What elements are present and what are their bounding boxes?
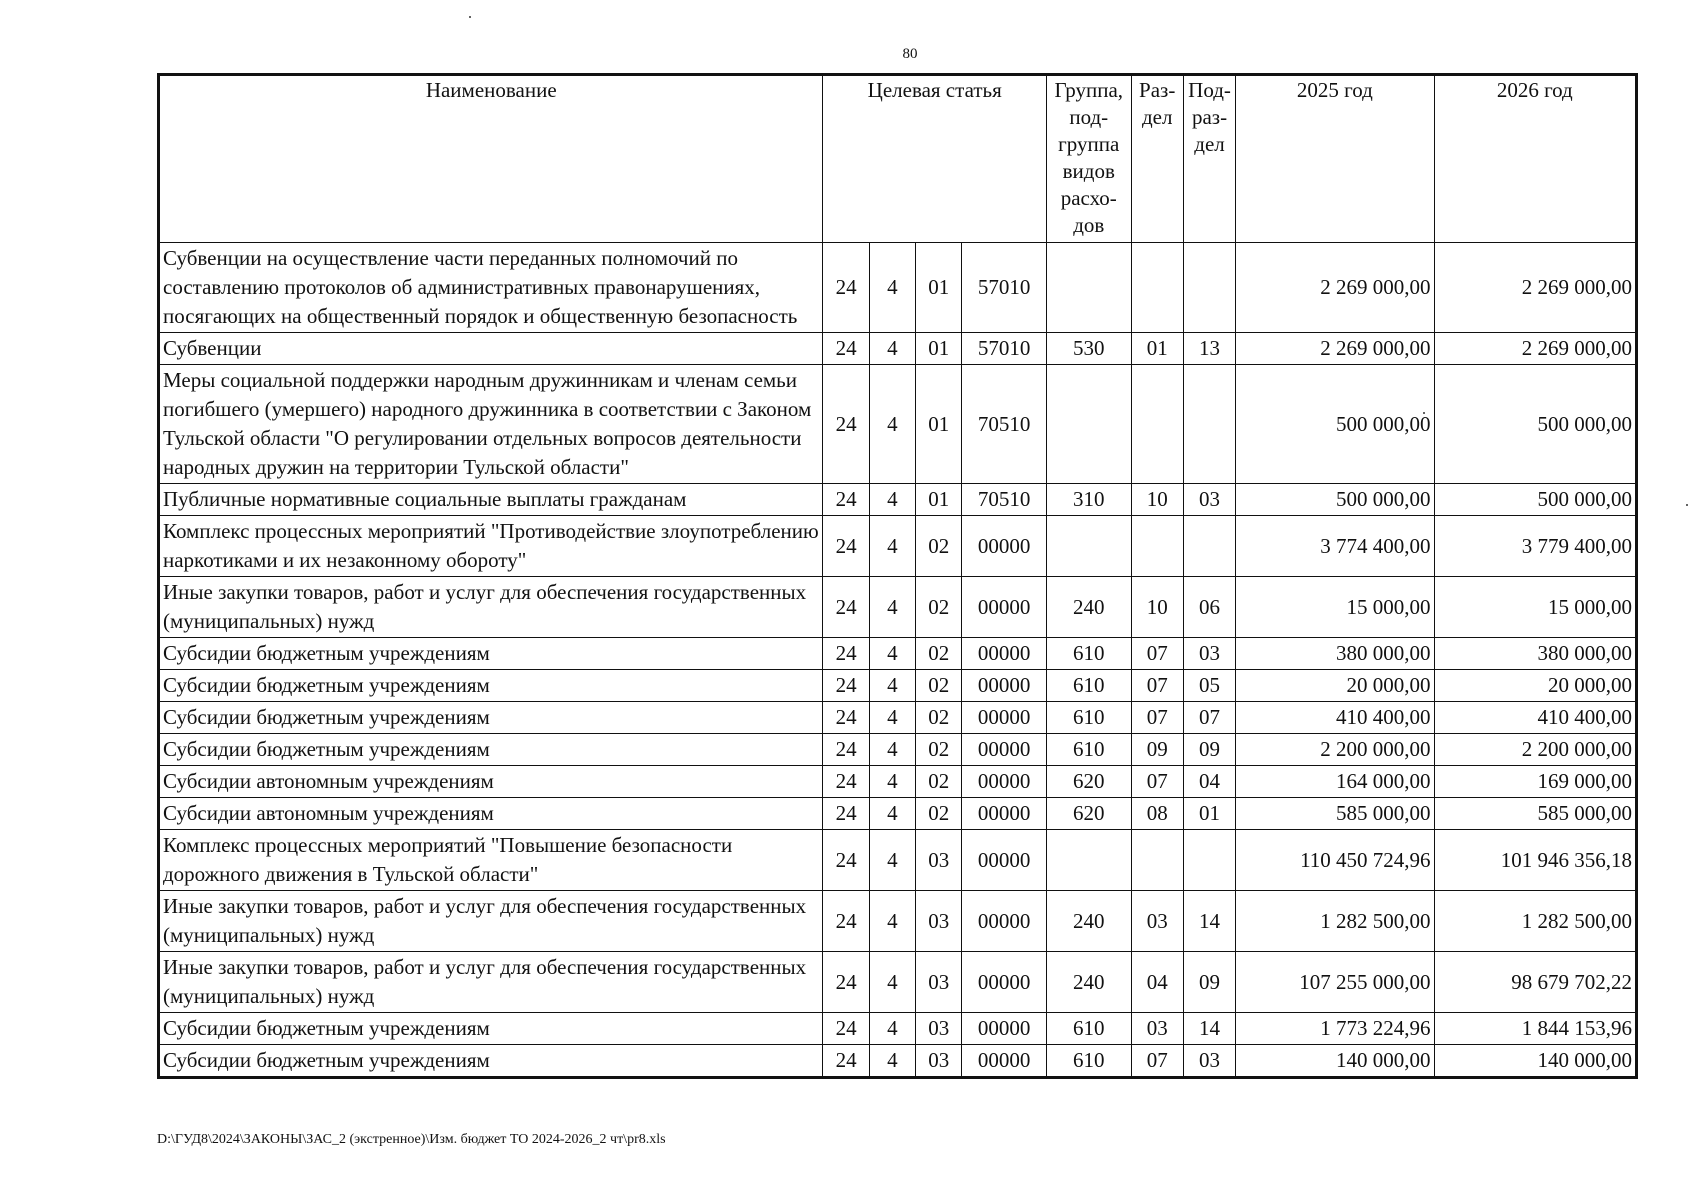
row-name: Субсидии бюджетным учреждениям	[159, 638, 823, 670]
subsection: 05	[1183, 670, 1235, 702]
amount-2025: 2 200 000,00	[1236, 734, 1434, 766]
target-code-2: 4	[869, 638, 915, 670]
target-code-4: 00000	[962, 734, 1047, 766]
amount-2026: 500 000,00	[1434, 484, 1636, 516]
table-row	[159, 830, 1637, 891]
amount-2026: 101 946 356,18	[1434, 830, 1636, 891]
target-code-3: 02	[916, 734, 962, 766]
row-name: Публичные нормативные социальные выплаты гражданам	[159, 484, 823, 516]
subsection	[1183, 830, 1235, 891]
table-body	[159, 243, 1637, 1078]
target-code-3: 02	[916, 766, 962, 798]
target-code-1: 24	[823, 638, 869, 670]
amount-2026: 98 679 702,22	[1434, 952, 1636, 1013]
amount-2025: 2 269 000,00	[1236, 243, 1434, 333]
expense-group: 610	[1046, 1045, 1131, 1078]
target-code-2: 4	[869, 516, 915, 577]
target-code-4: 00000	[962, 1013, 1047, 1045]
table-row	[159, 365, 1637, 484]
section: 08	[1131, 798, 1183, 830]
section: 07	[1131, 702, 1183, 734]
row-name: Субвенции на осуществление части переданных полномочий по составлению протоколов об административных правонарушениях, посягающих на общественный порядок и общественную безопасность	[159, 243, 823, 333]
table-row	[159, 333, 1637, 365]
table-row	[159, 734, 1637, 766]
target-code-1: 24	[823, 1045, 869, 1078]
subsection: 09	[1183, 952, 1235, 1013]
row-name: Субсидии бюджетным учреждениям	[159, 670, 823, 702]
target-code-1: 24	[823, 830, 869, 891]
expense-group	[1046, 365, 1131, 484]
table-row	[159, 577, 1637, 638]
subsection: 01	[1183, 798, 1235, 830]
subsection: 07	[1183, 702, 1235, 734]
row-name: Субсидии бюджетным учреждениям	[159, 1045, 823, 1078]
scan-speck	[469, 16, 471, 18]
target-code-3: 02	[916, 702, 962, 734]
amount-2025: 500 000,00	[1236, 365, 1434, 484]
target-code-2: 4	[869, 734, 915, 766]
expense-group: 610	[1046, 1013, 1131, 1045]
amount-2026: 3 779 400,00	[1434, 516, 1636, 577]
section: 07	[1131, 638, 1183, 670]
section: 03	[1131, 1013, 1183, 1045]
target-code-2: 4	[869, 830, 915, 891]
amount-2026: 2 269 000,00	[1434, 243, 1636, 333]
target-code-3: 02	[916, 577, 962, 638]
amount-2025: 107 255 000,00	[1236, 952, 1434, 1013]
target-code-3: 02	[916, 638, 962, 670]
section	[1131, 365, 1183, 484]
row-name: Иные закупки товаров, работ и услуг для обеспечения государственных (муниципальных) нужд	[159, 952, 823, 1013]
target-code-2: 4	[869, 766, 915, 798]
target-code-3: 03	[916, 891, 962, 952]
target-code-2: 4	[869, 891, 915, 952]
header-section: Раз-дел	[1131, 75, 1183, 243]
row-name: Комплекс процессных мероприятий "Повышение безопасности дорожного движения в Тульской области"	[159, 830, 823, 891]
subsection: 03	[1183, 484, 1235, 516]
row-name: Субвенции	[159, 333, 823, 365]
subsection: 06	[1183, 577, 1235, 638]
table-row	[159, 243, 1637, 333]
header-target-article: Целевая статья	[823, 75, 1047, 243]
subsection: 13	[1183, 333, 1235, 365]
target-code-3: 02	[916, 670, 962, 702]
target-code-4: 00000	[962, 766, 1047, 798]
target-code-1: 24	[823, 243, 869, 333]
subsection	[1183, 365, 1235, 484]
row-name: Субсидии бюджетным учреждениям	[159, 702, 823, 734]
row-name: Иные закупки товаров, работ и услуг для обеспечения государственных (муниципальных) нужд	[159, 891, 823, 952]
header-name: Наименование	[159, 75, 823, 243]
target-code-2: 4	[869, 702, 915, 734]
table-row	[159, 670, 1637, 702]
target-code-3: 03	[916, 830, 962, 891]
target-code-3: 02	[916, 798, 962, 830]
expense-group: 610	[1046, 734, 1131, 766]
target-code-1: 24	[823, 734, 869, 766]
amount-2026: 410 400,00	[1434, 702, 1636, 734]
target-code-4: 70510	[962, 365, 1047, 484]
section: 03	[1131, 891, 1183, 952]
amount-2025: 410 400,00	[1236, 702, 1434, 734]
expense-group	[1046, 516, 1131, 577]
amount-2026: 1 844 153,96	[1434, 1013, 1636, 1045]
table-row	[159, 766, 1637, 798]
target-code-4: 57010	[962, 333, 1047, 365]
amount-2025: 110 450 724,96	[1236, 830, 1434, 891]
subsection: 14	[1183, 891, 1235, 952]
target-code-4: 00000	[962, 1045, 1047, 1078]
target-code-4: 00000	[962, 891, 1047, 952]
target-code-4: 00000	[962, 638, 1047, 670]
target-code-1: 24	[823, 766, 869, 798]
target-code-4: 00000	[962, 516, 1047, 577]
target-code-1: 24	[823, 333, 869, 365]
amount-2025: 140 000,00	[1236, 1045, 1434, 1078]
budget-table	[157, 73, 1638, 1079]
expense-group: 610	[1046, 638, 1131, 670]
target-code-2: 4	[869, 243, 915, 333]
section: 07	[1131, 670, 1183, 702]
target-code-1: 24	[823, 798, 869, 830]
header-year-2025: 2025 год	[1236, 75, 1434, 243]
row-name: Субсидии бюджетным учреждениям	[159, 1013, 823, 1045]
section	[1131, 516, 1183, 577]
section: 09	[1131, 734, 1183, 766]
target-code-1: 24	[823, 516, 869, 577]
section	[1131, 830, 1183, 891]
target-code-4: 00000	[962, 952, 1047, 1013]
expense-group: 240	[1046, 891, 1131, 952]
footer-file-path: D:\ГУД8\2024\ЗАКОНЫ\ЗАС_2 (экстренное)\Изм. бюджет ТО 2024-2026_2 чт\pr8.xls	[157, 1132, 666, 1147]
row-name: Субсидии бюджетным учреждениям	[159, 734, 823, 766]
amount-2026: 585 000,00	[1434, 798, 1636, 830]
section: 04	[1131, 952, 1183, 1013]
amount-2025: 380 000,00	[1236, 638, 1434, 670]
section	[1131, 243, 1183, 333]
amount-2025: 500 000,00	[1236, 484, 1434, 516]
expense-group: 530	[1046, 333, 1131, 365]
row-name: Комплекс процессных мероприятий "Противодействие злоупотреблению наркотиками и их незаконному обороту"	[159, 516, 823, 577]
subsection: 03	[1183, 1045, 1235, 1078]
target-code-1: 24	[823, 702, 869, 734]
amount-2026: 1 282 500,00	[1434, 891, 1636, 952]
table-row	[159, 702, 1637, 734]
amount-2025: 20 000,00	[1236, 670, 1434, 702]
section: 10	[1131, 577, 1183, 638]
subsection: 09	[1183, 734, 1235, 766]
target-code-1: 24	[823, 1013, 869, 1045]
amount-2025: 164 000,00	[1236, 766, 1434, 798]
target-code-2: 4	[869, 484, 915, 516]
expense-group: 240	[1046, 952, 1131, 1013]
target-code-1: 24	[823, 670, 869, 702]
row-name: Субсидии автономным учреждениям	[159, 798, 823, 830]
amount-2025: 15 000,00	[1236, 577, 1434, 638]
target-code-4: 70510	[962, 484, 1047, 516]
target-code-2: 4	[869, 333, 915, 365]
target-code-1: 24	[823, 484, 869, 516]
table-row	[159, 952, 1637, 1013]
target-code-2: 4	[869, 952, 915, 1013]
subsection: 14	[1183, 1013, 1235, 1045]
amount-2026: 15 000,00	[1434, 577, 1636, 638]
scan-speck	[1686, 504, 1688, 506]
table-row	[159, 484, 1637, 516]
target-code-2: 4	[869, 798, 915, 830]
table-row	[159, 1013, 1637, 1045]
subsection: 03	[1183, 638, 1235, 670]
amount-2025: 1 773 224,96	[1236, 1013, 1434, 1045]
expense-group: 610	[1046, 702, 1131, 734]
amount-2025: 3 774 400,00	[1236, 516, 1434, 577]
expense-group: 310	[1046, 484, 1131, 516]
section: 01	[1131, 333, 1183, 365]
amount-2026: 20 000,00	[1434, 670, 1636, 702]
target-code-2: 4	[869, 365, 915, 484]
amount-2026: 2 200 000,00	[1434, 734, 1636, 766]
target-code-4: 00000	[962, 702, 1047, 734]
table-row	[159, 798, 1637, 830]
row-name: Меры социальной поддержки народным дружинникам и членам семьи погибшего (умершего) народного дружинника в соответствии с Законом Тульской области "О регулировании отдельных вопросов деятельности народных дружин на территории Тульской области"	[159, 365, 823, 484]
target-code-3: 02	[916, 516, 962, 577]
target-code-2: 4	[869, 670, 915, 702]
target-code-2: 4	[869, 577, 915, 638]
table-row	[159, 638, 1637, 670]
expense-group	[1046, 243, 1131, 333]
header-subsection: Под-раз-дел	[1183, 75, 1235, 243]
amount-2025: 1 282 500,00	[1236, 891, 1434, 952]
amount-2026: 2 269 000,00	[1434, 333, 1636, 365]
expense-group	[1046, 830, 1131, 891]
subsection: 04	[1183, 766, 1235, 798]
header-expense-group: Группа, под-группа видов расхо-дов	[1046, 75, 1131, 243]
target-code-1: 24	[823, 952, 869, 1013]
amount-2026: 380 000,00	[1434, 638, 1636, 670]
row-name: Иные закупки товаров, работ и услуг для обеспечения государственных (муниципальных) нужд	[159, 577, 823, 638]
target-code-4: 00000	[962, 670, 1047, 702]
section: 07	[1131, 766, 1183, 798]
target-code-4: 00000	[962, 577, 1047, 638]
amount-2026: 169 000,00	[1434, 766, 1636, 798]
target-code-1: 24	[823, 577, 869, 638]
table-row	[159, 891, 1637, 952]
expense-group: 610	[1046, 670, 1131, 702]
target-code-3: 01	[916, 333, 962, 365]
target-code-4: 00000	[962, 830, 1047, 891]
target-code-4: 00000	[962, 798, 1047, 830]
subsection	[1183, 243, 1235, 333]
table-row	[159, 516, 1637, 577]
target-code-2: 4	[869, 1013, 915, 1045]
target-code-3: 03	[916, 952, 962, 1013]
amount-2025: 2 269 000,00	[1236, 333, 1434, 365]
target-code-3: 01	[916, 243, 962, 333]
amount-2026: 140 000,00	[1434, 1045, 1636, 1078]
page-number: 80	[902, 46, 918, 62]
amount-2025: 585 000,00	[1236, 798, 1434, 830]
section: 10	[1131, 484, 1183, 516]
table-row	[159, 1045, 1637, 1078]
row-name: Субсидии автономным учреждениям	[159, 766, 823, 798]
target-code-1: 24	[823, 891, 869, 952]
target-code-1: 24	[823, 365, 869, 484]
amount-2026: 500 000,00	[1434, 365, 1636, 484]
table-header	[159, 75, 1637, 243]
expense-group: 240	[1046, 577, 1131, 638]
target-code-2: 4	[869, 1045, 915, 1078]
subsection	[1183, 516, 1235, 577]
target-code-3: 03	[916, 1013, 962, 1045]
target-code-3: 01	[916, 484, 962, 516]
target-code-3: 01	[916, 365, 962, 484]
section: 07	[1131, 1045, 1183, 1078]
target-code-4: 57010	[962, 243, 1047, 333]
expense-group: 620	[1046, 766, 1131, 798]
target-code-3: 03	[916, 1045, 962, 1078]
expense-group: 620	[1046, 798, 1131, 830]
header-year-2026: 2026 год	[1434, 75, 1636, 243]
